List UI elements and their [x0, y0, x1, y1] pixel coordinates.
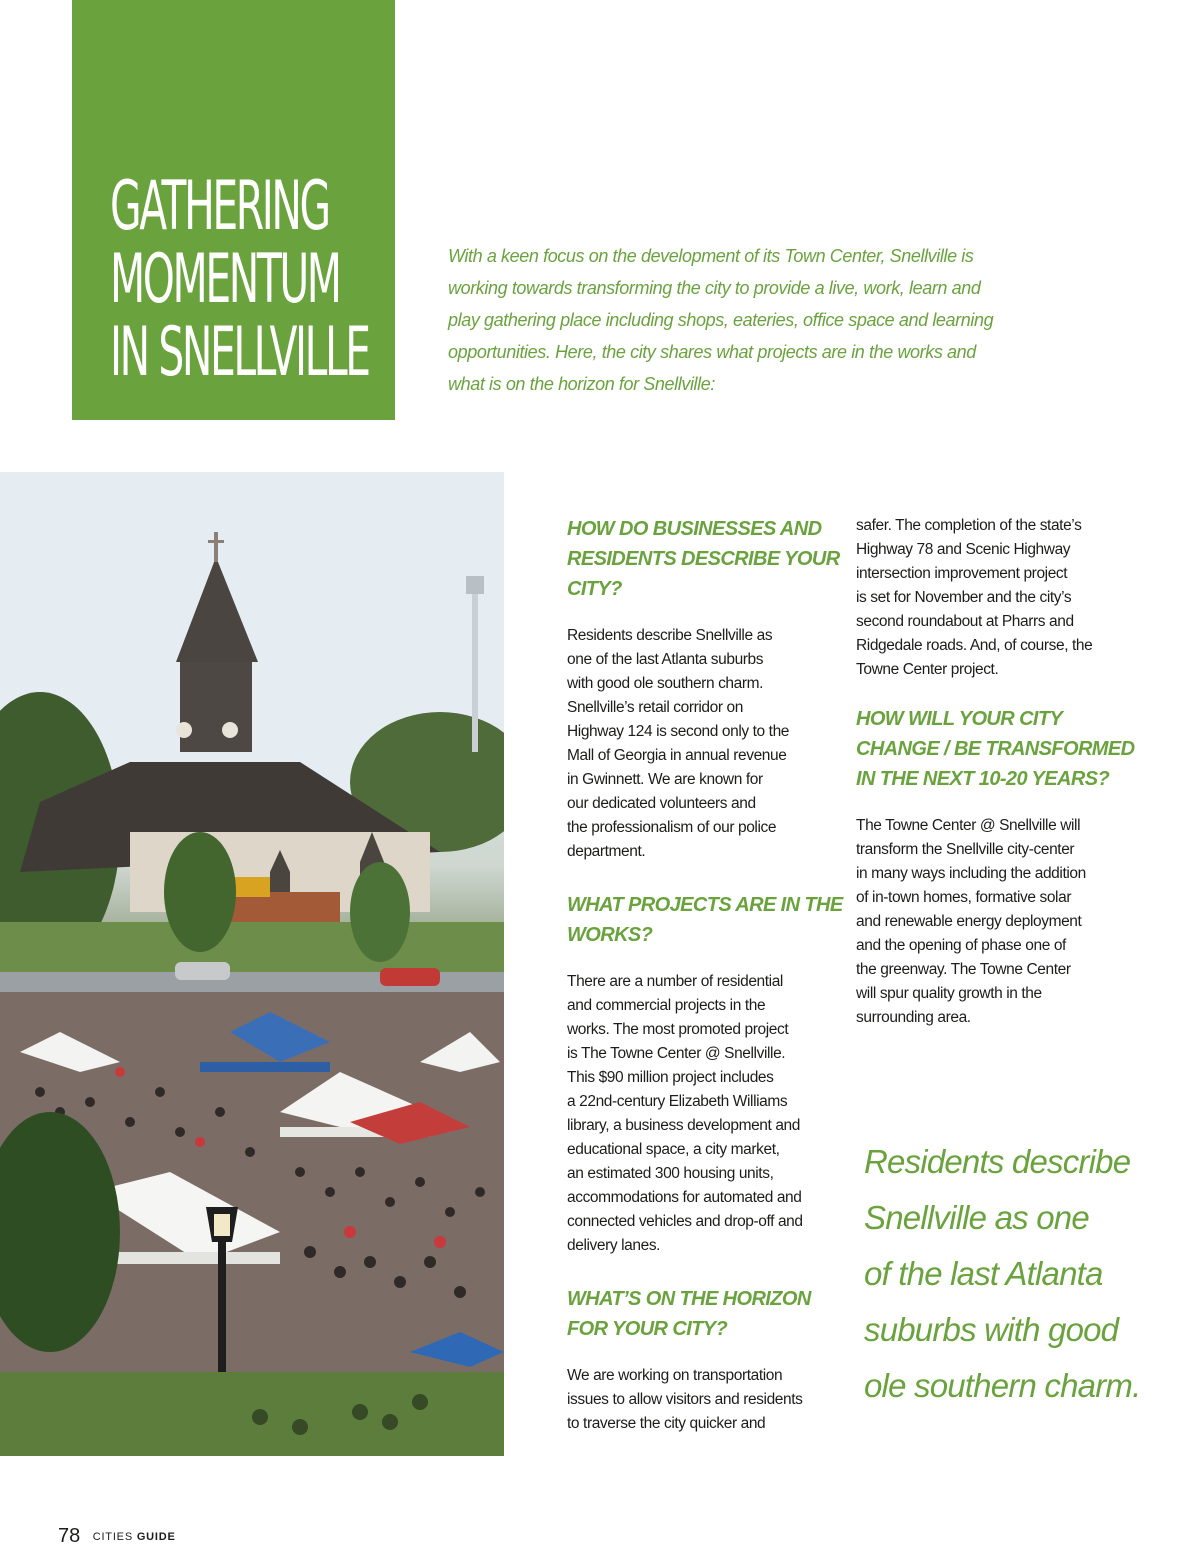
body-line: is set for November and the city’s [856, 589, 1072, 606]
body-line: department. [567, 843, 646, 860]
body-line: the professionalism of our police [567, 819, 777, 836]
body-line: with good ole southern charm. [567, 675, 764, 692]
body-line: Snellville’s retail corridor on [567, 699, 743, 716]
pull-quote [864, 1134, 1184, 1414]
body-line: Highway 78 and Scenic Highway [856, 541, 1071, 558]
answer-paragraph [856, 814, 1126, 1030]
heading-line: CHANGE / BE TRANSFORMED [856, 738, 1135, 760]
body-line: an estimated 300 housing units, [567, 1165, 774, 1182]
body-line: will spur quality growth in the [856, 985, 1042, 1002]
publication-suffix: GUIDE [136, 1530, 176, 1543]
heading-line: CITY? [567, 578, 622, 600]
body-line: our dedicated volunteers and [567, 795, 756, 812]
pull-quote-line: ole southern charm. [864, 1367, 1141, 1404]
page-footer [58, 1525, 176, 1548]
body-line: Highway 124 is second only to the [567, 723, 790, 740]
body-line: This $90 million project includes [567, 1069, 774, 1086]
body-line: Ridgedale roads. And, of course, the [856, 637, 1093, 654]
heading-line: FOR YOUR CITY? [567, 1318, 728, 1340]
answer-paragraph [567, 624, 837, 864]
body-line: is The Towne Center @ Snellville. [567, 1045, 786, 1062]
question-heading [567, 890, 843, 950]
heading-line: HOW WILL YOUR CITY [856, 708, 1063, 730]
body-line: to traverse the city quicker and [567, 1415, 766, 1432]
body-line: issues to allow visitors and residents [567, 1391, 803, 1408]
body-line: second roundabout at Pharrs and [856, 613, 1074, 630]
page-title [110, 167, 369, 392]
body-line: Towne Center project. [856, 661, 999, 678]
publication-name [93, 1531, 176, 1543]
body-line: the greenway. The Towne Center [856, 961, 1071, 978]
intro-line: play gathering place including shops, eateries, office space and learning [448, 310, 994, 330]
pull-quote-line: of the last Atlanta [864, 1255, 1103, 1292]
body-line: library, a business development and [567, 1117, 800, 1134]
question-heading [856, 704, 1135, 794]
body-line: Mall of Georgia in annual revenue [567, 747, 787, 764]
body-line: in many ways including the addition [856, 865, 1086, 882]
answer-paragraph [567, 970, 837, 1258]
pull-quote-line: Snellville as one [864, 1199, 1089, 1236]
body-line: surrounding area. [856, 1009, 971, 1026]
heading-line: WHAT’S ON THE HORIZON [567, 1288, 811, 1310]
festival-photo-illustration [0, 472, 504, 1456]
column-right [856, 514, 1135, 1030]
heading-line: RESIDENTS DESCRIBE YOUR [567, 548, 840, 570]
heading-line: WHAT PROJECTS ARE IN THE [567, 894, 843, 916]
body-line: The Towne Center @ Snellville will [856, 817, 1081, 834]
heading-line: IN THE NEXT 10-20 YEARS? [856, 768, 1110, 790]
body-line: educational space, a city market, [567, 1141, 780, 1158]
body-line: We are working on transportation [567, 1367, 783, 1384]
body-line: of in-town homes, formative solar [856, 889, 1072, 906]
publication-prefix: CITIES [92, 1530, 133, 1543]
pull-quote-line: Residents describe [864, 1143, 1131, 1180]
title-line-2: MOMENTUM [110, 240, 340, 319]
body-line: safer. The completion of the state’s [856, 517, 1082, 534]
title-line-1: GATHERING [110, 167, 329, 246]
title-block [72, 0, 395, 420]
title-line-3: IN SNELLVILLE [110, 313, 369, 392]
body-line: one of the last Atlanta suburbs [567, 651, 764, 668]
body-line: a 22nd-century Elizabeth Williams [567, 1093, 788, 1110]
intro-line: what is on the horizon for Snellville: [448, 374, 715, 394]
pull-quote-line: suburbs with good [864, 1311, 1119, 1348]
page-number: 78 [58, 1525, 81, 1547]
body-line: delivery lanes. [567, 1237, 661, 1254]
question-heading [567, 1284, 837, 1344]
intro-paragraph [448, 240, 1018, 400]
body-line: and the opening of phase one of [856, 937, 1066, 954]
body-line: in Gwinnett. We are known for [567, 771, 763, 788]
answer-paragraph-continued [856, 514, 1126, 682]
question-heading [567, 514, 840, 604]
body-line: accommodations for automated and [567, 1189, 802, 1206]
intro-line: working towards transforming the city to provide a live, work, learn and [448, 278, 981, 298]
body-line: connected vehicles and drop-off and [567, 1213, 803, 1230]
body-line: works. The most promoted project [567, 1021, 789, 1038]
body-line: Residents describe Snellville as [567, 627, 773, 644]
heading-line: HOW DO BUSINESSES AND [567, 518, 822, 540]
body-line: and renewable energy deployment [856, 913, 1082, 930]
heading-line: WORKS? [567, 924, 653, 946]
column-left [567, 514, 843, 1436]
body-line: There are a number of residential [567, 973, 783, 990]
body-line: intersection improvement project [856, 565, 1068, 582]
body-line: transform the Snellville city-center [856, 841, 1075, 858]
festival-photo [0, 472, 504, 1456]
intro-line: opportunities. Here, the city shares what projects are in the works and [448, 342, 976, 362]
body-line: and commercial projects in the [567, 997, 766, 1014]
answer-paragraph [567, 1364, 837, 1436]
intro-line: With a keen focus on the development of its Town Center, Snellville is [448, 246, 974, 266]
